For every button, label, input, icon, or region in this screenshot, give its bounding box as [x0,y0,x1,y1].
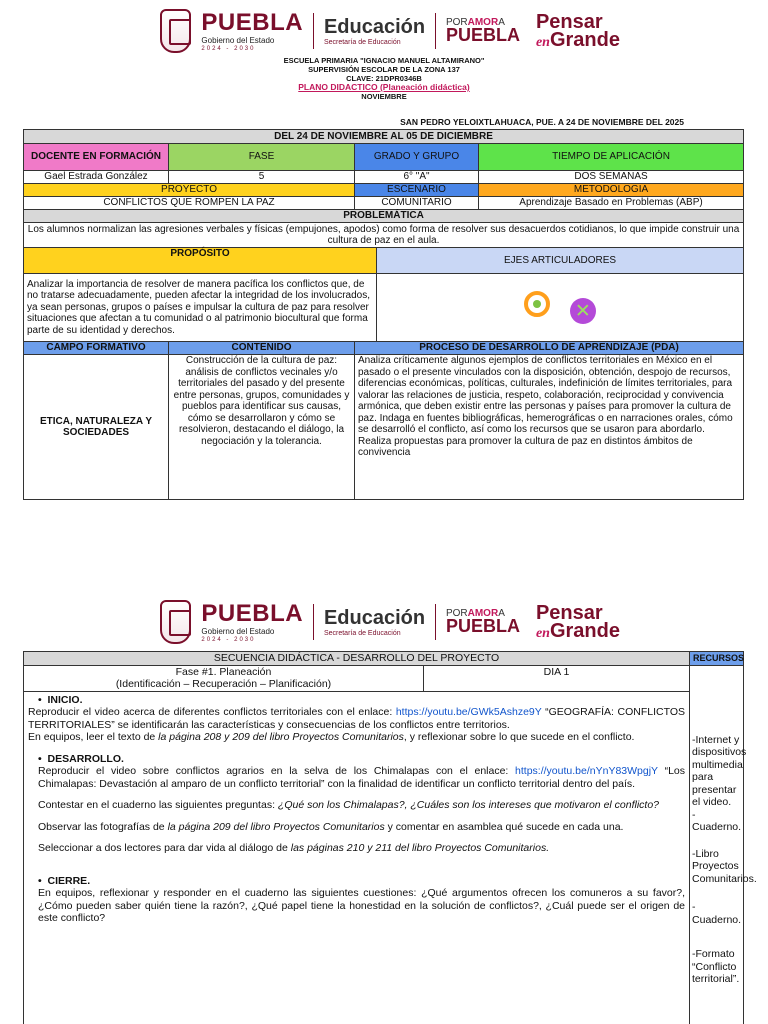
docente-value: Gael Estrada González [24,171,169,184]
metodologia-header: METODOLOGIA [479,184,744,197]
inclusion-icon [524,291,550,317]
educacion-logo [324,608,425,637]
puebla-logo [201,599,304,643]
educacion-word: Educación [323,15,426,38]
metodologia-value: Aprendizaje Basado en Problemas (ABP) [479,197,744,210]
inicio-label: INICIO. [47,693,83,706]
contenido-part1: Construcción de la cultura de paz: análisis de conflictos vecinales y/o [185,355,338,378]
gobierno-text: Gobierno del Estado [201,35,275,45]
secretaria-text: Secretaría de Educación [323,629,401,637]
grande-text: Grande [549,28,620,51]
amor-text: AMOR [467,16,499,28]
desarrollo-label: DESARROLLO. [47,752,124,765]
amor-puebla-text: PUEBLA [445,25,520,46]
por-amor-logo [446,18,520,45]
recurso-item: -Cuaderno. [692,901,742,926]
recurso-item: -Libro Proyectos Comunitarios. [692,847,757,885]
contenido-part2: territoriales del pasado y del presente entre personas, grupos, comunidades y pueblos para identificar sus causas, cómo se desarrollaron y cómo se resolvieron, destacando el diálogo, la negociación y la tolerancia. [173,378,350,447]
tiempo-header: TIEMPO DE APLICACIÓN [479,144,744,171]
pda-value: Analiza críticamente algunos ejemplos de conflictos territoriales en México en el pasado o el presente vinculados con la disposición, obtención, despojo de recursos, diferencias económicas, políticas, culturales, indefinición de límites territoriales, para valorar las relaciones de justicia, respeto, colaboración, reciprocidad y convivencia armónica, que deben existir entre las personas y países para promover la cultura de paz. Indaga en fuentes bibliográficas, hemerográficas o en narraciones orales, cómo se desarrolló el conflicto, así como los recursos que se usaron para abordarlo. Realiza propuestas para promover la cultura de paz en distintos ámbitos de convivencia [355,355,744,500]
divider [313,604,314,640]
desarrollo-text-1: Reproducir el video sobre conflictos agrarios en la selva de los Chimalapas con el enlace: [38,765,516,777]
gobierno-text: Gobierno del Estado [201,626,275,636]
divider [313,13,314,49]
divider [435,13,436,49]
educacion-word: Educación [323,606,426,629]
date-line: SAN PEDRO YELOIXTLAHUACA, PUE. A 24 DE NOVIEMBRE DEL 2025 [400,117,684,127]
school-info [0,56,768,101]
proposito-header: PROPÓSITO [24,248,377,274]
month: NOVIEMBRE [361,92,407,101]
inicio-text-3b: , y reflexionar sobre lo que sucede en el conflicto. [403,731,635,743]
puebla-seal-icon [160,9,191,53]
desarrollo-text-4i: la página 209 del libro Proyectos Comunitarios [167,820,385,833]
fase-value: 5 [169,171,355,184]
proposito-text: Analizar la importancia de resolver de manera pacífica los conflictos que, de no tratarse adecuadamente, pueden afectar la integridad de los involucrados, ya sean personas, grupos o países e impulsar la cultura de paz para resolver situaciones que afectan a tu comunidad o al patrimonio biocultural que forma parte de su identidad y derechos. [24,274,377,342]
years-text: 2024 - 2030 [201,45,256,52]
period: DEL 24 DE NOVIEMBRE AL 05 DE DICIEMBRE [24,130,744,144]
cierre-label: CIERRE. [47,874,91,887]
dia-label: DIA 1 [424,665,690,691]
plan-table [23,129,744,500]
campo-value: ETICA, NATURALEZA Y SOCIEDADES [24,355,169,500]
sequence-table [23,651,757,1024]
en-text: en [535,625,550,641]
grande-text: Grande [549,619,620,642]
supervision: SUPERVISIÓN ESCOLAR DE LA ZONA 137 [308,65,460,74]
campo-header: CAMPO FORMATIVO [24,342,169,355]
inicio-heading: • INICIO. [38,693,83,706]
years-text: 2024 - 2030 [201,636,256,643]
cierre-text: En equipos, reflexionar y responder en el cuaderno las siguientes cuestiones: ¿Qué argumentos ofrecen los comuneros a su favor?, ¿Cómo pueden saber quién tiene la razón?, ¿Qué papel tiene la honestidad en la solución de conflictos?, ¿Cuál puede ser el origen de este conflicto? [38,887,686,924]
pda-header: PROCESO DE DESARROLLO DE APRENDIZAJE (PDA) [355,342,744,355]
por-text: POR [445,16,468,28]
proyecto-header: PROYECTO [24,184,355,197]
fase-title: Fase #1. Planeación [175,665,272,678]
school-name: ESCUELA PRIMARIA "IGNACIO MANUEL ALTAMIRANO" [283,56,485,65]
recurso-item: -Cuaderno. [692,808,742,833]
fase-header: FASE [169,144,355,171]
desarrollo-text-3a: Contestar en el cuaderno las siguientes preguntas: [38,799,278,811]
recursos-header: RECURSOS [690,652,744,666]
grado-header: GRADO Y GRUPO [355,144,479,171]
divider [435,604,436,640]
pensar-text: Pensar [535,601,603,624]
a-text: A [498,16,505,28]
secretaria-text: Secretaría de Educación [323,38,401,46]
desarrollo-video-link[interactable]: https://youtu.be/nYnY83WpgjY [515,765,658,777]
pensar-text: Pensar [535,10,603,33]
ejes-header: EJES ARTICULADORES [377,248,744,274]
ejes-icons [377,274,744,342]
contenido-value [169,355,355,500]
puebla-logo [201,8,304,52]
fase-cell [24,665,424,691]
desarrollo-text-2: “Los Chimalapas: Devastación al amparo de un conflicto territorial” con la finalidad de identificar un conflicto territorial dentro del país. [38,765,686,790]
amor-puebla-text: PUEBLA [445,616,520,637]
header-logos [160,6,620,56]
docente-header: DOCENTE EN FORMACIÓN [24,144,169,171]
inicio-video-link[interactable]: https://youtu.be/GWk5Ashze9Y [395,706,542,718]
clave: CLAVE: 21DPR0346B [346,74,422,83]
desarrollo-text-3i: ¿Qué son los Chimalapas?, ¿Cuáles son los intereses que motivaron el conflicto? [277,799,660,811]
proyecto-value: CONFLICTOS QUE ROMPEN LA PAZ [24,197,355,210]
inicio-text-3a: En equipos, leer el texto de [28,731,159,743]
cierre-heading: • CIERRE. [38,874,91,887]
sequence-body [24,691,690,1024]
tiempo-value: DOS SEMANAS [479,171,744,184]
inicio-text-1: Reproducir el video acerca de diferentes conflictos territoriales con el enlace: [28,706,396,718]
fase-sub: (Identificación – Recuperación – Planificación) [115,678,332,690]
desarrollo-text-4a: Observar las fotografías de [38,820,168,833]
problematica-header: PROBLEMÁTICA [24,210,744,223]
puebla-word: PUEBLA [201,8,304,36]
inicio-text-3i: la página 208 y 209 del libro Proyectos Comunitarios [158,731,404,743]
a-text: A [498,607,505,619]
desarrollo-text-4b: y comentar en asamblea qué sucede en cada una. [384,820,624,833]
por-amor-logo [446,609,520,636]
puebla-word: PUEBLA [201,599,304,627]
plano-title: PLANO DIDACTICO (Planeación didáctica) [298,82,470,92]
por-text: POR [445,607,468,619]
recurso-item: -Internet y dispositivos multimedia para presentar el video. [692,733,747,808]
pensar-en-grande-logo [535,10,620,51]
escenario-value: COMUNITARIO [355,197,479,210]
educacion-logo [324,17,425,46]
pensar-en-grande-logo [535,601,620,642]
contenido-header: CONTENIDO [169,342,355,355]
interculturalidad-icon: ✕ [570,298,596,324]
desarrollo-text-5a: Seleccionar a dos lectores para dar vida al diálogo de [38,842,291,854]
grado-value: 6° "A" [355,171,479,184]
recurso-item: -Formato “Conflicto territorial”. [692,948,740,985]
puebla-seal-icon [160,600,191,644]
header-logos-2 [160,597,620,647]
recursos-cell [690,665,757,1024]
en-text: en [535,34,550,50]
desarrollo-text-5i: las páginas 210 y 211 del libro Proyectos Comunitarios. [290,842,550,854]
inicio-text-2: “GEOGRAFÍA: CONFLICTOS TERRITORIALES” se identificarán las características y consecuencias de los conflictos entre territorios. [28,706,686,731]
escenario-header: ESCENARIO [355,184,479,197]
desarrollo-heading: • DESARROLLO. [38,752,124,765]
sequence-title: SECUENCIA DIDÁCTICA - DESARROLLO DEL PROYECTO [24,652,690,666]
amor-text: AMOR [467,607,499,619]
problematica-text: Los alumnos normalizan las agresiones verbales y físicas (empujones, apodos) como forma de resolver sus desacuerdos cotidianos, lo que impide construir una cultura de paz en el aula. [24,223,744,248]
